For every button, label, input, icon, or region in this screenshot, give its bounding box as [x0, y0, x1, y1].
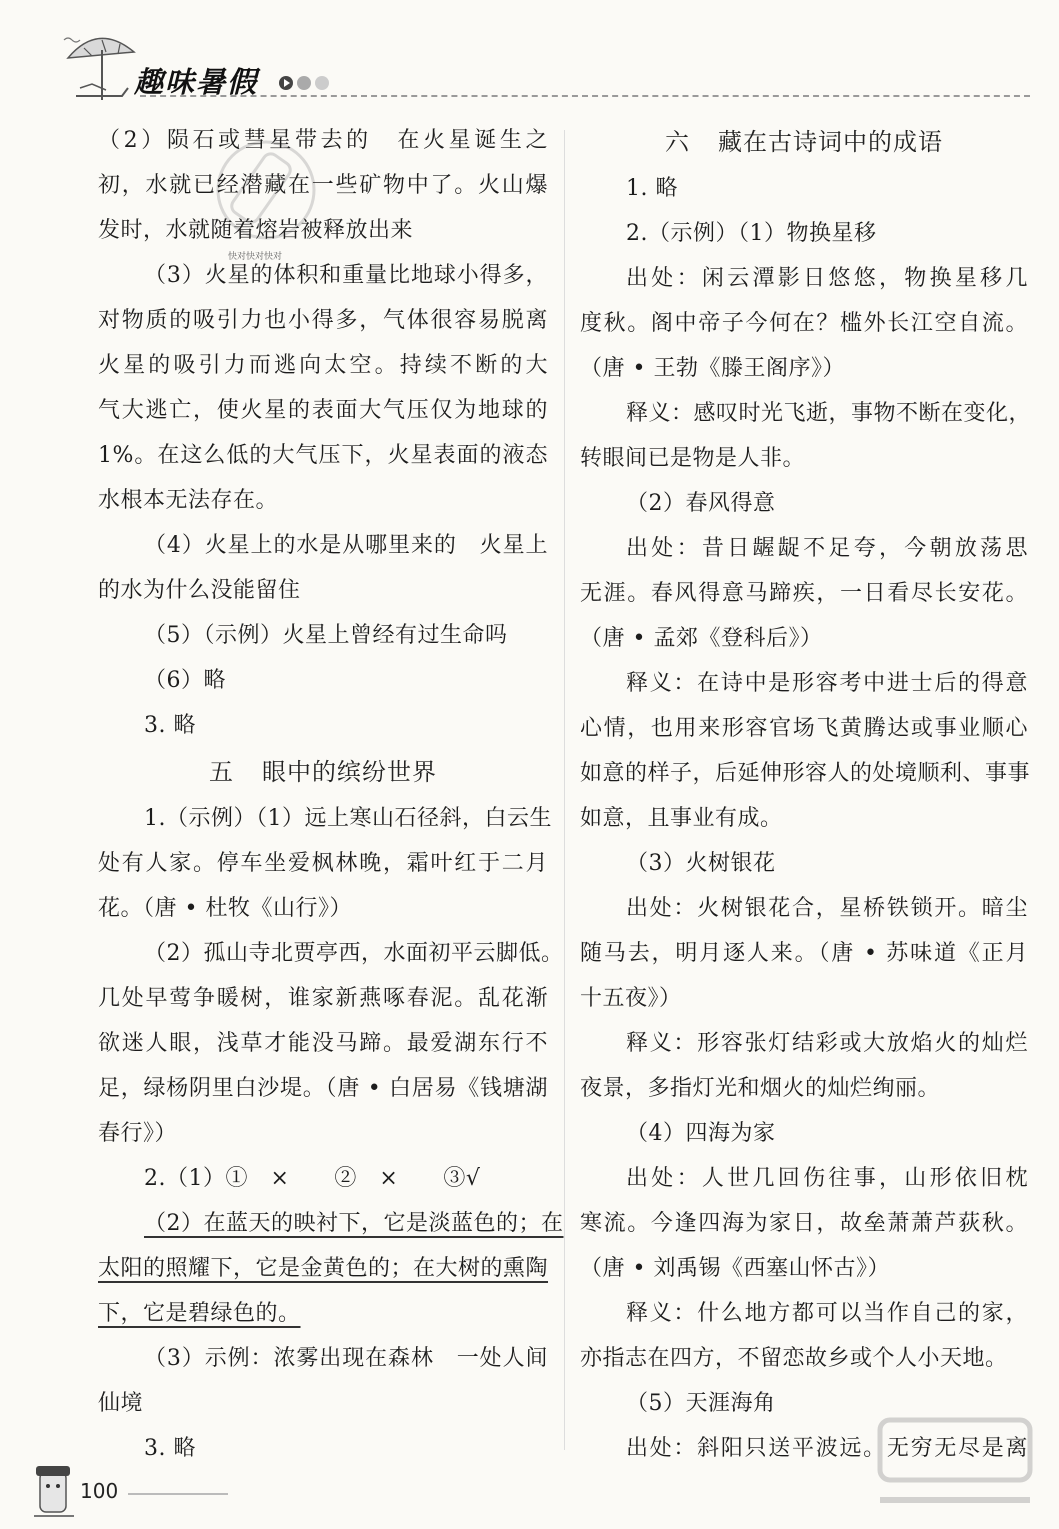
text-line: 随马去，明月逐人来。（唐 • 苏味道《正月: [580, 941, 1028, 966]
beach-umbrella-icon: [62, 28, 142, 108]
text-line: 花。（唐 • 杜牧《山行》）: [98, 896, 352, 921]
section-heading: [98, 748, 548, 796]
text-line: 处有人家。停车坐爱枫林晚，霜叶红于二月: [98, 851, 548, 876]
text-line: 初，水就已经潜藏在一些矿物中了。火山爆: [98, 173, 548, 198]
text-line: （唐 • 王勃《滕王阁序》）: [580, 356, 845, 381]
section-number: 五: [209, 758, 234, 786]
text-line: 释义：什么地方都可以当作自己的家，: [626, 1301, 1028, 1326]
text-line: [98, 1291, 548, 1336]
text-line: 气大逃亡，使火星的表面大气压仅为地球的: [98, 398, 548, 423]
text-line: （唐 • 孟郊《登科后》）: [580, 626, 823, 651]
text-line: （5）（示例）火星上曾经有过生命吗: [144, 623, 508, 648]
text-line: 3. 略: [144, 713, 196, 738]
text-line: 出处：斜阳只送平波远。无穷无尽是离: [626, 1436, 1028, 1461]
text-line: 度秋。阁中帝子今何在？槛外长江空自流。: [580, 311, 1028, 336]
text-line: （6）略: [144, 668, 226, 693]
text-line: （3）示例：浓雾出现在森林 一处人间: [144, 1346, 548, 1371]
text-line: 发时，水就随着熔岩被释放出来: [98, 218, 414, 243]
section-title: 眼中的缤纷世界: [262, 758, 437, 786]
text-line: 无涯。春风得意马蹄疾，一日看尽长安花。: [580, 581, 1028, 606]
text-line: 春行》）: [98, 1121, 178, 1146]
text-line: 1.（示例）（1）远上寒山石径斜，白云生: [144, 806, 552, 831]
underlined-text: 太阳的照耀下，它是金黄色的；在大树的熏陶: [98, 1256, 549, 1281]
section-heading: [580, 118, 1028, 166]
text-line: 欲迷人眼，浅草才能没马蹄。最爱湖东行不: [98, 1031, 548, 1056]
text-line: 3. 略: [144, 1436, 196, 1461]
underlined-text: 下，它是碧绿色的。: [98, 1301, 301, 1326]
text-line: 出处：火树银花合，星桥铁锁开。暗尘: [626, 896, 1028, 921]
text-line: （2）孤山寺北贾亭西，水面初平云脚低。: [144, 941, 564, 966]
text-line: 寒流。今逢四海为家日，故垒萧萧芦荻秋。: [580, 1211, 1028, 1236]
text-line: （4）火星上的水是从哪里来的 火星上: [144, 533, 548, 558]
text-line: 出处：昔日龌龊不足夸，今朝放荡思: [626, 536, 1028, 561]
text-line: 仙境: [98, 1391, 144, 1416]
text-line: 夜景，多指灯光和烟火的灿烂绚丽。: [580, 1076, 941, 1101]
text-line: 释义：形容张灯结彩或大放焰火的灿烂: [626, 1031, 1028, 1056]
text-line: 释义：感叹时光飞逝，事物不断在变化，: [626, 401, 1032, 426]
page-header: [0, 0, 1059, 112]
text-line: 火星的吸引力而逃向太空。持续不断的大: [98, 353, 548, 378]
text-line: 的水为什么没能留住: [98, 578, 301, 603]
text-line: （3）火树银花: [626, 851, 776, 876]
text-line: 对物质的吸引力也小得多，气体很容易脱离: [98, 308, 548, 333]
left-column: [98, 118, 564, 1471]
site-watermark-icon: [870, 1410, 1040, 1520]
text-line: 1. 略: [626, 176, 678, 201]
text-line: 2.（示例）（1）物换星移: [626, 221, 877, 246]
text-line: 水根本无法存在。: [98, 488, 279, 513]
text-line: [98, 1201, 564, 1246]
text-line: 释义：在诗中是形容考中进士后的得意: [626, 671, 1028, 696]
text-line: 如意的样子，后延伸形容人的处境顺利、事事: [580, 761, 1031, 786]
text-line: （5）天涯海角: [626, 1391, 776, 1416]
text-line: 足，绿杨阴里白沙堤。（唐 • 白居易《钱塘湖: [98, 1076, 548, 1101]
text-line: 如意，且事业有成。: [580, 806, 783, 831]
footer-cartoon-icon: [30, 1460, 78, 1520]
text-line: 1%。在这么低的大气压下，火星表面的液态: [98, 443, 548, 468]
underlined-text: （2）在蓝天的映衬下，它是淡蓝色的；在: [144, 1211, 564, 1236]
text-line: 十五夜》）: [580, 986, 682, 1011]
section-title: 藏在古诗词中的成语: [718, 128, 943, 156]
page-number: 100: [80, 1479, 119, 1503]
column-divider: [564, 130, 565, 1450]
text-line: 出处：闲云潭影日悠悠，物换星移几: [626, 266, 1028, 291]
text-line: 出处：人世几回伤往事，山形依旧枕: [626, 1166, 1028, 1191]
text-line: 2.（1）① × ② × ③√: [144, 1166, 481, 1191]
text-line: （3）火星的体积和重量比地球小得多，: [144, 263, 548, 288]
text-line: 心情，也用来形容官场飞黄腾达或事业顺心: [580, 716, 1028, 741]
text-line: （2）陨石或彗星带去的 在火星诞生之: [98, 128, 548, 153]
text-line: （2）春风得意: [626, 491, 776, 516]
right-column: [580, 118, 1032, 1471]
text-line: （4）四海为家: [626, 1121, 776, 1146]
section-number: 六: [665, 128, 690, 156]
text-line: [98, 1246, 548, 1291]
header-divider: [140, 95, 1030, 97]
watermark-text: 快对快对快对: [228, 252, 283, 262]
text-line: 转眼间已是物是人非。: [580, 446, 806, 471]
text-line: （唐 • 刘禹锡《西塞山怀古》）: [580, 1256, 890, 1281]
dots-icon: [278, 74, 338, 92]
footer-divider: [128, 1493, 228, 1495]
text-line: 几处早莺争暖树，谁家新燕啄春泥。乱花渐: [98, 986, 548, 1011]
logo-text: 趣味暑假: [134, 65, 259, 99]
text-line: 亦指志在四方，不留恋故乡或个人小天地。: [580, 1346, 1008, 1371]
